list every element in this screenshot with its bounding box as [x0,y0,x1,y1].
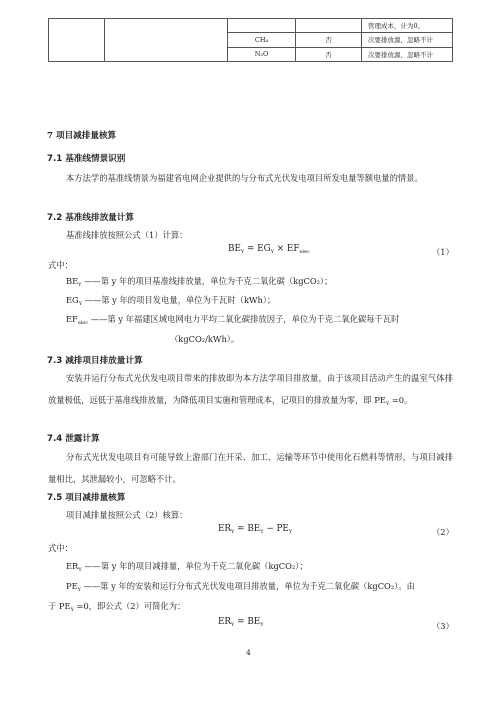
emission-source-table [48,18,453,62]
definition-be: $BE_Y$ ——第 y 年的项目基准线排放量，单位为千克二氧化碳（kgCO₂）； [66,276,333,288]
table-cell: CH₄ [228,33,296,47]
section-7-5-intro: 项目减排量按照公式（2）核算： [66,510,188,520]
table-cell [49,19,105,62]
section-7-heading: 7 项目减排量核算 [47,131,117,141]
definition-pe: $PE_Y$ ——第 y 年的安装和运行分布式光伏发电项目排放量，单位为千克二氧化碳（kgCO₂）。由 [66,581,415,593]
definition-ef: $EF_{elec}$ ——第 y 年福建区域电网电力平均二氧化碳排放因子，单位为千克二氧化碳每千瓦时 [66,314,400,326]
definition-pe-cont: 于 $PE_Y =0$，即公式（2）可简化为： [48,601,186,613]
table-cell: 管理成本，计为0。 [362,19,453,33]
formula-1-text: $BE_Y = EG_Y \times EF_{elec}$ [228,244,310,255]
table-cell: 次要排放源，忽略不计 [362,33,453,47]
table-row [49,19,453,33]
formula-3-number: （3） [432,621,454,631]
section-7-4-heading: 7.4 泄露计算 [47,434,100,444]
table-cell [105,19,228,62]
section-7-1-text: 本方法学的基准线情景为福建省电网企业提供的与分布式光伏发电项目所发电量等额电量的情景。 [66,173,423,183]
table-cell [228,19,296,33]
section-7-3-heading: 7.3 减排项目排放量计算 [47,356,143,366]
section-7-4-text: 分布式光伏发电项目有可能导致上游部门在开采、加工、运输等环节中使用化石燃料等情形，与项目减排量相比，其泄漏较小，可忽略不计。 [48,452,453,484]
definition-ef-cont: （kgCO₂/kWh）。 [170,334,240,344]
where-label-2: 式中： [48,543,73,553]
formula-1-number: （1） [432,247,454,257]
definition-er: $ER_Y$ ——第 y 年的项目减排量，单位为千克二氧化碳（kgCO₂）； [66,561,308,573]
table-cell: 否 [296,47,362,61]
formula-2: $ER_Y = BE_Y - PE_Y$ [218,524,293,535]
section-7-2-intro: 基准线排放按照公式（1）计算： [66,230,188,240]
table-cell [296,19,362,33]
section-7-5-heading: 7.5 项目减排量核算 [47,493,126,503]
section-7-3-text: 安装并运行分布式光伏发电项目带来的排放即为本方法学项目排放量，由于该项目活动产生的温室气体排放量极低，远低于基准线排放量，为降低项目实施和管理成本，记项目的排放量为零，即 $PE_Y =0$。 [48,373,453,407]
where-label: 式中： [48,260,73,270]
page-number: 4 [246,648,251,657]
table-cell: 次要排放源，忽略不计 [362,47,453,61]
table-cell: 否 [296,33,362,47]
formula-1 [228,244,310,255]
definition-eg: $EG_Y$ ——第 y 年的项目发电量，单位为千瓦时（kWh）； [66,295,276,307]
section-7-1-heading: 7.1 基准线情景识别 [47,154,126,164]
formula-3: $ER_Y = BE_Y$ [218,617,264,628]
table-cell: N₂O [228,47,296,61]
formula-2-number: （2） [432,527,454,537]
section-7-2-heading: 7.2 基准线排放量计算 [47,213,134,223]
